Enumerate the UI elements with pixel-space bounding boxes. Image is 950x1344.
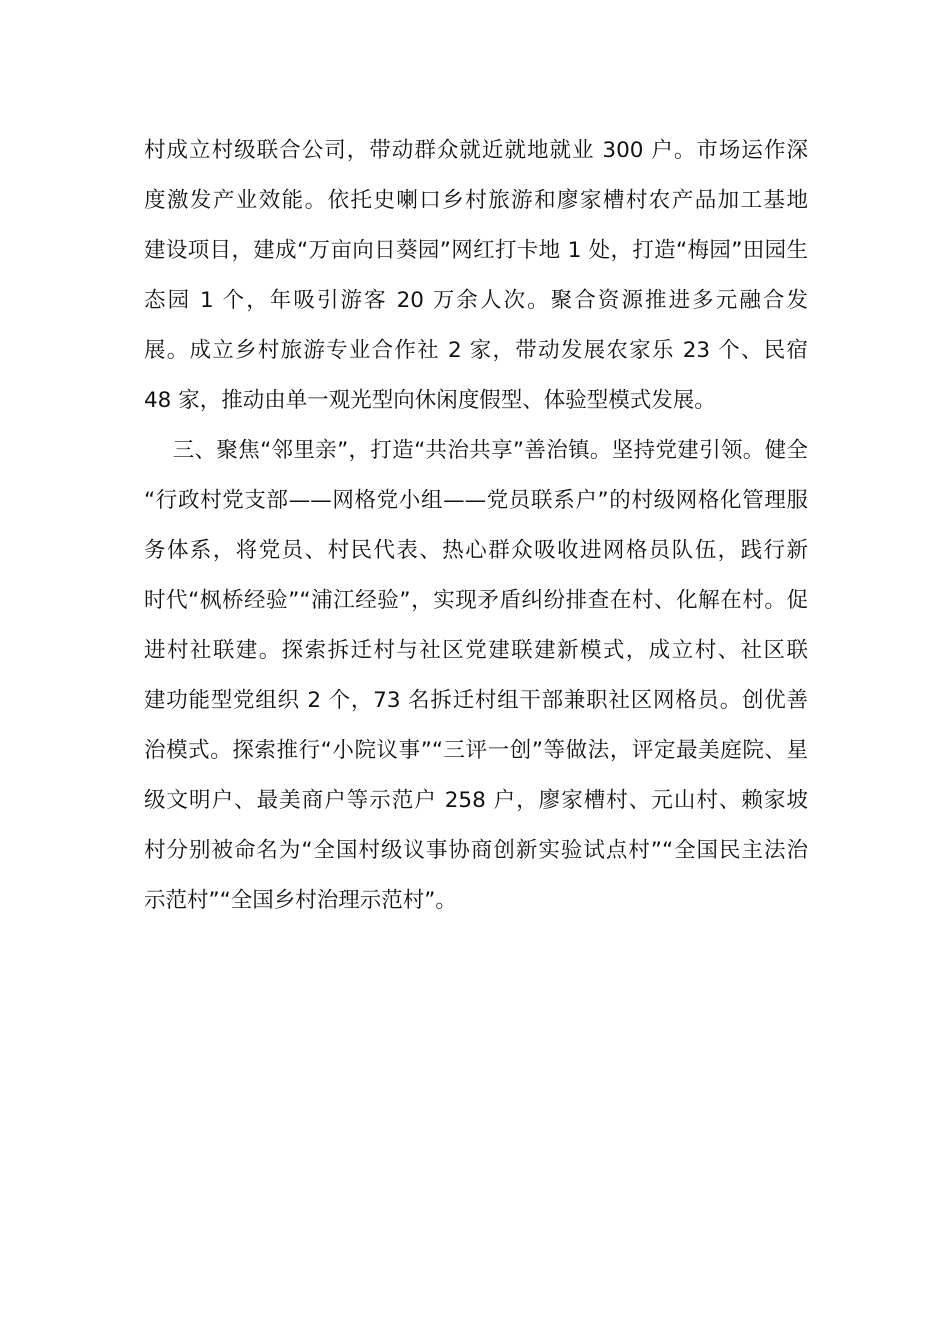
text-line: 三、聚焦“邻里亲”，打造“共治共享”善治镇。坚持党建引领。健全 xyxy=(144,438,808,463)
text-line: 建设项目，建成“万亩向日葵园”网红打卡地 1 处，打造“梅园”田园生 xyxy=(144,238,808,263)
text-line: 建功能型党组织 2 个，73 名拆迁村组干部兼职社区网格员。创优善 xyxy=(144,688,808,713)
text-line: 度激发产业效能。依托史喇口乡村旅游和廖家槽村农产品加工基地 xyxy=(144,188,808,213)
text-line: 展。成立乡村旅游专业合作社 2 家，带动发展农家乐 23 个、民宿 xyxy=(144,338,808,363)
text-line: 村分别被命名为“全国村级议事协商创新实验试点村”“全国民主法治 xyxy=(144,838,808,863)
text-line: 48 家，推动由单一观光型向休闲度假型、体验型模式发展。 xyxy=(144,388,716,413)
text-line: 治模式。探索推行“小院议事”“三评一创”等做法，评定最美庭院、星 xyxy=(144,738,808,763)
body-text xyxy=(144,126,808,926)
text-line: 态园 1 个，年吸引游客 20 万余人次。聚合资源推进多元融合发 xyxy=(144,288,808,313)
text-line: 务体系，将党员、村民代表、热心群众吸收进网格员队伍，践行新 xyxy=(144,538,808,563)
text-line: 示范村”“全国乡村治理示范村”。 xyxy=(144,888,457,913)
text-line: 进村社联建。探索拆迁村与社区党建联建新模式，成立村、社区联 xyxy=(144,638,808,663)
text-line: 时代“枫桥经验”“浦江经验”，实现矛盾纠纷排查在村、化解在村。促 xyxy=(144,588,808,613)
text-line: 级文明户、最美商户等示范户 258 户，廖家槽村、元山村、赖家坡 xyxy=(144,788,808,813)
text-line: 村成立村级联合公司，带动群众就近就地就业 300 户。市场运作深 xyxy=(144,138,808,163)
text-line: “行政村党支部——网格党小组——党员联系户”的村级网格化管理服 xyxy=(144,488,808,513)
